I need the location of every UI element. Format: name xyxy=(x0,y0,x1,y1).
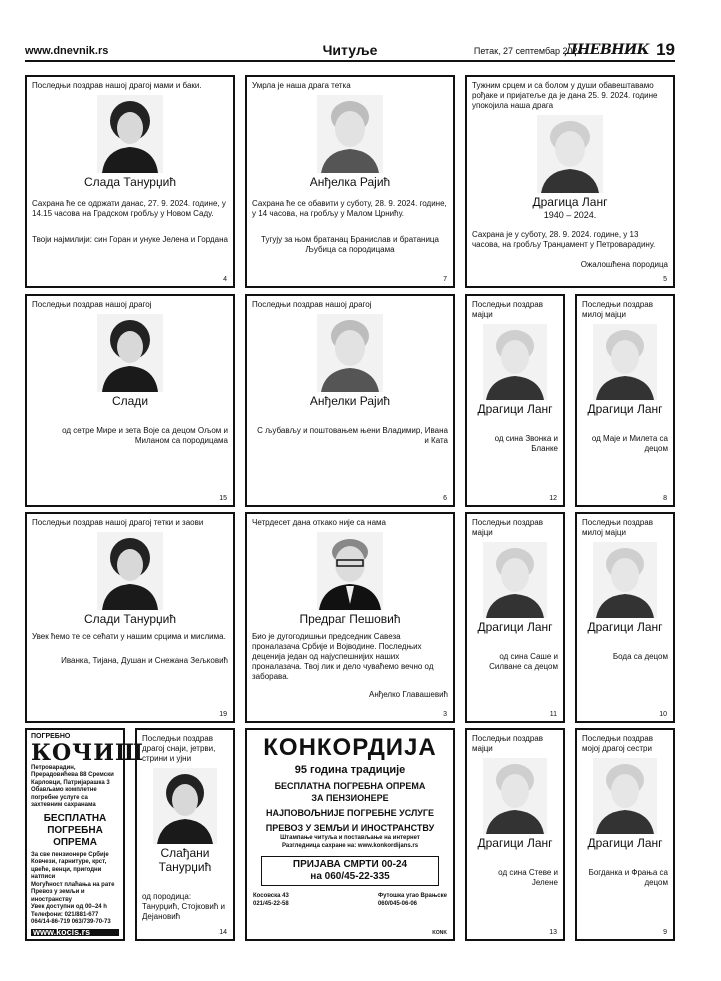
notice-intro: Четрдесет дана откако није са нама xyxy=(252,518,386,527)
obituary-notice xyxy=(245,512,455,723)
obituary-notice xyxy=(465,728,565,941)
page-number: 19 xyxy=(656,40,675,59)
obituary-notice xyxy=(25,294,235,507)
death-report-phone[interactable]: на 060/45-22-335 xyxy=(310,871,390,882)
ad-line: Штампање читуља и постављање на интернет xyxy=(280,835,420,841)
notice-intro: Умрла је наша драга тетка xyxy=(252,81,351,90)
portrait-photo xyxy=(483,542,547,618)
notice-signature: Ожалошћена породица xyxy=(580,260,668,269)
ad-line: Превоз у земљи и иностранству xyxy=(31,889,85,903)
life-years: 1940 – 2024. xyxy=(543,210,597,220)
notice-intro: Последњи поздрав мајци xyxy=(472,518,543,537)
notice-number: 5 xyxy=(663,276,667,283)
notice-signature: Иванка, Тијана, Душан и Снежана Зељковић xyxy=(61,656,228,665)
newspaper-logo: ДНЕВНИК xyxy=(565,42,649,58)
deceased-name: Драгица Ланг xyxy=(532,195,608,209)
notice-intro: Последњи поздрав мајци xyxy=(472,300,543,319)
ad-free-equipment: БЕСПЛАТНА ПОГРЕБНА ОПРЕМА xyxy=(43,812,107,848)
deceased-name: Слађани Танурџић xyxy=(158,846,212,874)
ad-line: ЗА ПЕНЗИОНЕРЕ xyxy=(311,793,389,803)
notice-intro: Последњи поздрав нашој драгој xyxy=(252,300,372,309)
ad-line: Увек доступни од 00–24 h xyxy=(31,904,107,910)
deceased-name: Слади xyxy=(111,394,149,408)
obituary-notice xyxy=(465,512,565,723)
portrait-photo xyxy=(483,324,547,400)
deceased-name: Драгици Ланг xyxy=(587,402,663,416)
site-url[interactable]: www.dnevnik.rs xyxy=(25,45,109,57)
notice-text: Сахрана ће се одржати данас, 27. 9. 2024. године, у 14.15 часова на Градском гробљу у Новом Саду. xyxy=(32,199,226,218)
ad-brand-mark: KONK xyxy=(432,930,447,936)
obituary-notice xyxy=(245,75,455,288)
portrait-photo xyxy=(593,758,657,834)
notice-intro: Последњи поздрав мајци xyxy=(472,734,543,753)
ad-website[interactable]: www.kocis.rs xyxy=(31,929,119,937)
portrait-photo xyxy=(97,95,163,173)
portrait-photo xyxy=(97,314,163,392)
notice-number: 4 xyxy=(223,276,227,283)
portrait-photo xyxy=(317,95,383,173)
ad-line: НАЈПОВОЉНИЈЕ ПОГРЕБНЕ УСЛУГЕ xyxy=(265,808,434,818)
obituary-notice xyxy=(25,75,235,288)
section-title: Читуље xyxy=(322,42,378,58)
notice-number: 15 xyxy=(219,495,227,502)
ad-line: Обављамо комплетне погребне услуге са захтевним сахранама xyxy=(31,787,97,808)
death-report-label: ПРИЈАВА СМРТИ 00-24 xyxy=(292,859,408,870)
funeral-home-ad-kocis xyxy=(25,728,144,941)
notice-number: 10 xyxy=(659,711,667,718)
ad-line: БЕСПЛАТНА ПОГРЕБНА ОПРЕМА xyxy=(274,781,426,791)
ad-subtitle: 95 година традиције xyxy=(294,764,406,776)
notice-number: 14 xyxy=(219,929,227,936)
deceased-name: Анђелка Рајић xyxy=(309,175,391,189)
deceased-name: Драгици Ланг xyxy=(587,620,663,634)
notice-intro: Последњи поздрав милој мајци xyxy=(582,518,653,537)
ad-prefix: ПОГРЕБНО xyxy=(31,733,71,740)
deceased-name: Слади Танурџић xyxy=(83,612,176,626)
notice-signature: Бода са децом xyxy=(612,652,668,661)
location-address: Косовска 43 xyxy=(253,893,289,899)
death-report-box xyxy=(261,856,439,886)
ad-address: Петроварадин, Прерадовићева 88 Сремски Карловци, Патријарашка 3 xyxy=(31,764,114,786)
ad-locations xyxy=(253,892,447,908)
notice-number: 6 xyxy=(443,495,447,502)
deceased-name: Драгици Ланг xyxy=(477,402,553,416)
notice-signature: С љубављу и поштовањем њени Владимир, Ивана и Ката xyxy=(257,426,448,445)
notice-number: 3 xyxy=(443,711,447,718)
notice-number: 9 xyxy=(663,929,667,936)
notice-signature: Твоји најмилији: син Горан и унуке Јелена и Гордана xyxy=(32,235,228,244)
notice-signature: од породица: Танурџић, Стојковић и Дејановић xyxy=(142,892,226,921)
obituary-notice xyxy=(575,294,675,507)
obituary-notice xyxy=(25,512,235,723)
deceased-name: Драгици Ланг xyxy=(587,836,663,850)
location-phone: 060/045-06-06 xyxy=(377,901,418,907)
deceased-name: Слада Танурџић xyxy=(84,175,176,189)
notice-signature: од сина Саше и Силване са децом xyxy=(489,652,558,671)
ad-title: КОНКОРДИЈА xyxy=(263,734,437,761)
notice-number: 11 xyxy=(549,711,557,718)
notice-signature: од сина Звонка и Бланке xyxy=(494,434,558,453)
issue-date: Петак, 27 септембар 2024. xyxy=(473,46,585,56)
obituary-notice xyxy=(465,75,675,288)
notice-signature: Тугују за њом братанац Бранислав и братаница Љубица са породицама xyxy=(261,235,439,254)
location-phone: 021/45-22-58 xyxy=(253,901,289,907)
ad-line: Могућност плаћања на рате xyxy=(31,881,115,888)
deceased-name: Драгици Ланг xyxy=(477,620,553,634)
notice-number: 12 xyxy=(549,495,557,502)
portrait-photo xyxy=(97,532,163,610)
notice-number: 13 xyxy=(549,929,557,936)
portrait-photo xyxy=(593,324,657,400)
portrait-photo xyxy=(317,314,383,392)
notice-number: 8 xyxy=(663,495,667,502)
ad-line: Ковчези, гарнитуре, крст, цвеће, венци, пригодни натписи xyxy=(31,859,107,880)
obituary-notice xyxy=(575,512,675,723)
notice-intro: Тужним срцем и са болом у души обавештавамо рођаке и пријатеље да је дана 25. 9. 2024. године упокојила наша драга xyxy=(472,81,658,110)
portrait-photo xyxy=(153,768,217,844)
notice-intro: Последњи поздрав нашој драгој мами и баки. xyxy=(32,81,202,90)
notice-signature: Богданка и Фрања са децом xyxy=(588,868,668,887)
funeral-home-ad-konkordija xyxy=(245,728,455,941)
obituary-notice xyxy=(465,294,565,507)
ad-logo: КОЧИШ xyxy=(31,739,144,766)
ad-phones: Телефони: 021/881-677 064/14-86-719 063/739-70-73 xyxy=(31,911,111,925)
notice-signature: Анђелко Главашевић xyxy=(369,690,448,699)
notice-number: 7 xyxy=(443,276,447,283)
ad-line: Разгледница сахране на: www.konkordijans.rs xyxy=(281,843,419,849)
page-header xyxy=(25,40,675,62)
notice-text: Увек ћемо те се сећати у нашим срцима и мислима. xyxy=(32,632,226,641)
notice-text: Био је дугогодишњи председник Савеза проналазача Србије и Војводине. Последњих деценија један од најуспешнијих наших проналазача. Твој лик и дело чуваћемо вечно од заборава. xyxy=(252,632,434,681)
notice-intro: Последњи поздрав нашој драгој xyxy=(32,300,152,309)
deceased-name: Анђелки Рајић xyxy=(309,394,391,408)
obituary-notice xyxy=(575,728,675,941)
notice-intro: Последњи поздрав нашој драгој тетки и заови xyxy=(32,518,204,527)
notice-intro: Последњи поздрав драгој снаји, јетрви, стрини и ујни xyxy=(142,734,216,763)
notice-intro: Последњи поздрав милој мајци xyxy=(582,300,653,319)
ad-line: За све пензионере Србије xyxy=(31,851,109,858)
notice-intro: Последњи поздрав мојој драгој сестри xyxy=(582,734,653,753)
notice-number: 19 xyxy=(219,711,227,718)
notice-text: Сахрана је у суботу, 28. 9. 2024. године, у 13 часова, на гробљу Транџамент у Петроварадину. xyxy=(472,230,656,249)
deceased-name: Предраг Пешовић xyxy=(299,612,401,626)
deceased-name: Драгици Ланг xyxy=(477,836,553,850)
location-address: Футошка угао Врањске xyxy=(377,893,447,899)
portrait-photo xyxy=(593,542,657,618)
ad-line: ПРЕВОЗ У ЗЕМЉИ И ИНОСТРАНСТВУ xyxy=(265,823,435,833)
obituary-notice xyxy=(135,728,235,941)
portrait-photo xyxy=(483,758,547,834)
notice-text: Сахрана ће се обавити у суботу, 28. 9. 2024. године, у 14 часова, на гробљу у Малом Црнићу. xyxy=(252,199,447,218)
notice-signature: од сина Стеве и Јелене xyxy=(498,868,558,887)
portrait-photo xyxy=(537,115,603,193)
obituary-notice xyxy=(245,294,455,507)
portrait-photo xyxy=(317,532,383,610)
notice-signature: од Маје и Милета са децом xyxy=(591,434,668,453)
notice-signature: од сетре Мире и зета Воје са децом Ољом и Миланом са породицама xyxy=(62,426,228,445)
